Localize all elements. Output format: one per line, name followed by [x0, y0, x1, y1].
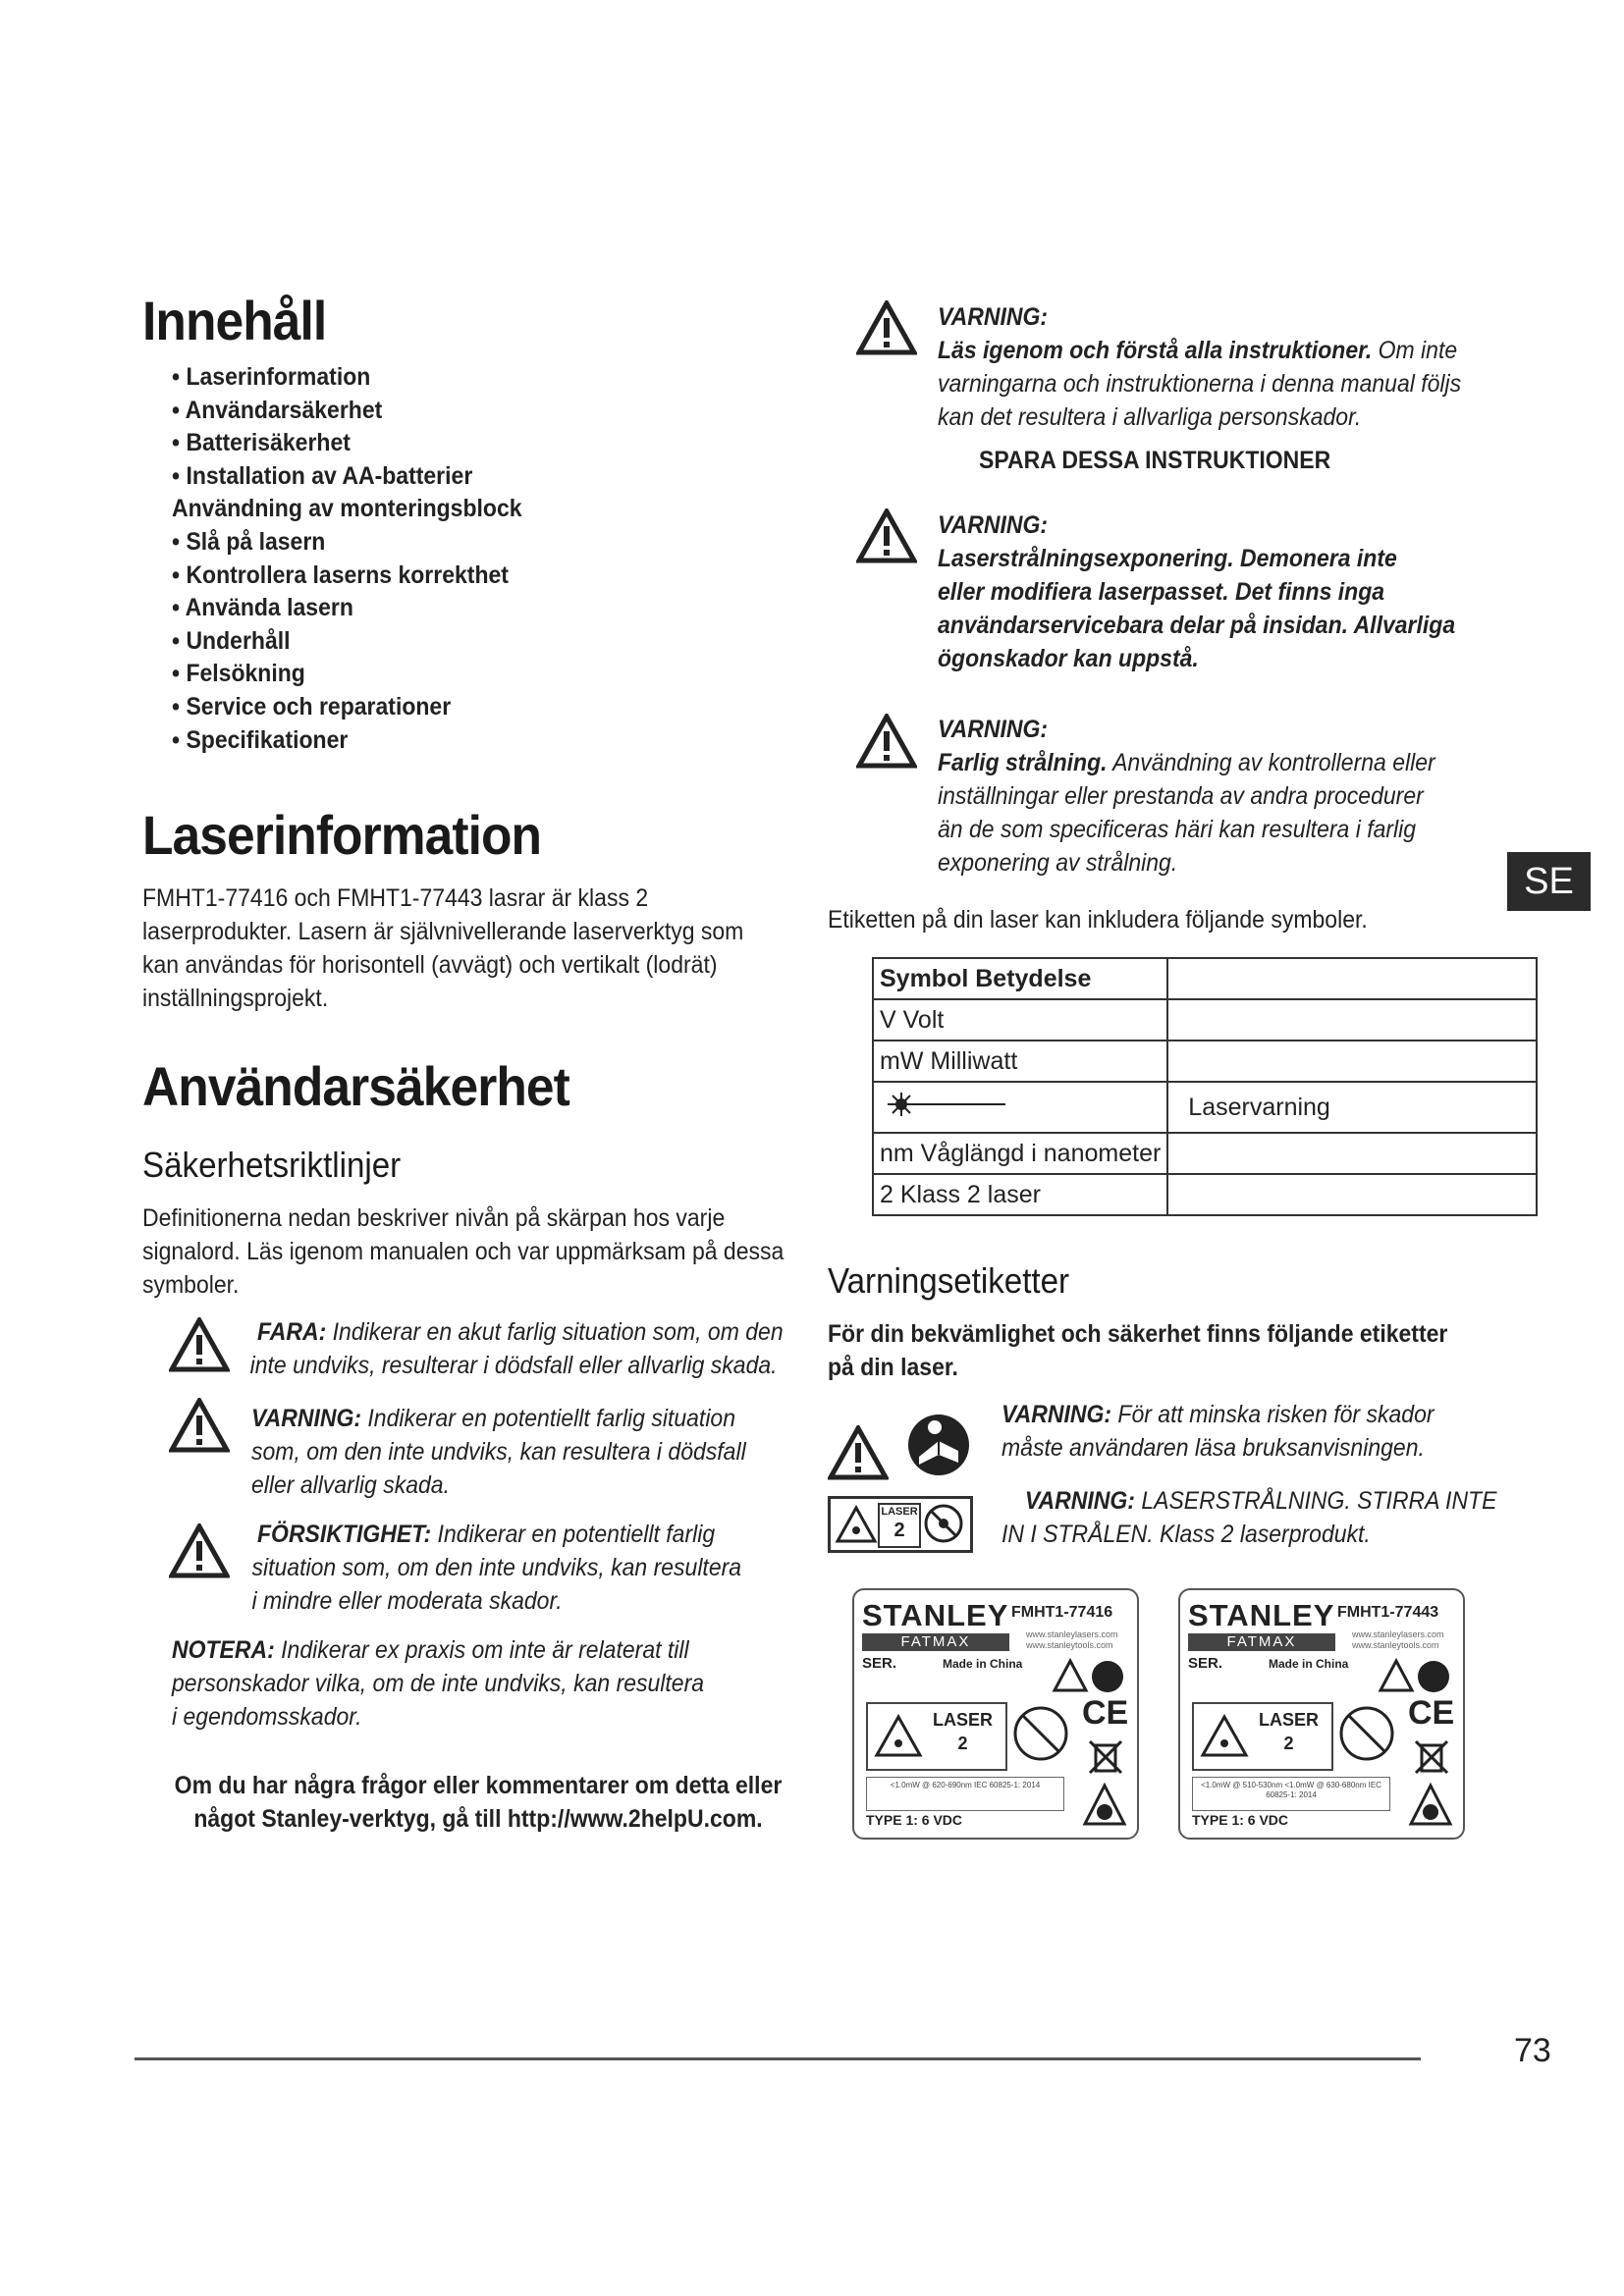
table-row: nm Våglängd i nanometer — [873, 1133, 1537, 1174]
footer-divider — [135, 2057, 1421, 2060]
warning-hazardous-radiation: VARNING: Farlig strålning. Användning av kontrollerna eller inställningar eller prestanda av andra procedurer än de som specificeras häri kan resultera i farlig exponering av strålning. — [938, 716, 1435, 877]
warning-laser-exposure: VARNING: Laserstrålningsexponering. Demonera inte eller modifiera laserpasset. Det finns inga användarservicebara delar på insidan. Allvarliga ögonskador kan uppstå. — [938, 511, 1456, 672]
warning-labels-title: Varningsetiketter — [828, 1260, 1070, 1301]
warning-read-manual-icon — [1377, 1657, 1453, 1696]
forsiktighet-definition: FÖRSIKTIGHET: Indikerar en potentiellt farlig situation som, om den inte undviks, kan resultera i mindre eller moderata skador. — [251, 1521, 742, 1615]
list-item: • Användarsäkerhet — [172, 396, 383, 424]
usersafety-title: Användarsäkerhet — [142, 1055, 569, 1117]
list-item: • Kontrollera laserns korrekthet — [172, 561, 509, 589]
list-item: • Slå på lasern — [172, 527, 326, 556]
laser-triangle-icon — [1200, 1714, 1249, 1759]
warning-read-manual-icon — [1408, 1783, 1453, 1828]
contents-list — [172, 361, 761, 757]
weee-bin-icon — [1412, 1737, 1451, 1777]
no-stare-icon — [1337, 1704, 1396, 1763]
fara-definition: FARA: Indikerar en akut farlig situation som, om den inte undviks, resulterar i dödsfall eller allvarlig skada. — [249, 1318, 784, 1379]
list-item: Användning av monteringsblock — [172, 495, 522, 523]
laser-triangle-icon — [835, 1505, 878, 1544]
list-item: • Använda lasern — [172, 594, 353, 622]
save-instructions: SPARA DESSA INSTRUKTIONER — [979, 447, 1331, 474]
varning-definition: VARNING: Indikerar en potentiellt farlig situation som, om den inte undviks, kan resultera i dödsfall eller allvarlig skada. — [251, 1405, 746, 1499]
warning-triangle-icon — [169, 1523, 230, 1578]
laser-triangle-icon — [874, 1714, 923, 1759]
warning-triangle-icon — [856, 300, 917, 355]
help-contact: Om du har några frågor eller kommentarer om detta eller något Stanley-verktyg, gå till http://www.2helpU.com. — [174, 1772, 783, 1833]
warning-read-manual-icon — [1051, 1657, 1127, 1696]
list-item: • Batterisäkerhet — [172, 429, 351, 457]
table-row: mW Milliwatt — [873, 1041, 1537, 1082]
list-item: • Underhåll — [172, 626, 291, 655]
safety-intro: Definitionerna nedan beskriver nivån på skärpan hos varje signalord. Läs igenom manualen och var uppmärksam på dessa symboler. — [142, 1204, 785, 1299]
safety-guidelines-title: Säkerhetsriktlinjer — [142, 1145, 402, 1185]
laser-class-badge: LASER 2 — [828, 1496, 973, 1553]
page-number: 73 — [1514, 2032, 1551, 2069]
table-row: Laservarning — [873, 1082, 1537, 1133]
weee-bin-icon — [1086, 1737, 1125, 1777]
warning-read-manual-icon — [1082, 1783, 1127, 1828]
list-item: • Specifikationer — [172, 725, 349, 754]
warning-read-instructions: VARNING: Läs igenom och förstå alla instruktioner. Om inte varningarna och instruktionerna i denna manual följs kan det resultera i allvarliga personskador. — [938, 303, 1462, 431]
language-tab: SE — [1507, 852, 1591, 911]
table-row: V Volt — [873, 999, 1537, 1041]
list-item: • Installation av AA-batterier — [172, 461, 473, 490]
no-stare-icon — [1011, 1704, 1070, 1763]
read-manual-icon — [905, 1412, 972, 1478]
no-stare-icon — [923, 1503, 964, 1544]
symbol-header: Symbol Betydelse — [873, 958, 1167, 999]
symbol-table — [872, 957, 1538, 1216]
ce-mark: CE — [1408, 1694, 1455, 1732]
ce-mark: CE — [1082, 1694, 1129, 1732]
list-item: • Felsökning — [172, 660, 305, 688]
list-item: • Laserinformation — [172, 363, 371, 391]
label-read-manual-text: VARNING: För att minska risken för skador måste användaren läsa bruksanvisningen. — [1001, 1401, 1435, 1462]
warning-triangle-icon — [169, 1317, 230, 1372]
warning-triangle-icon — [828, 1425, 889, 1480]
label-laser-radiation-text: VARNING: LASERSTRÅLNING. STIRRA INTE IN I STRÅLEN. Klass 2 laserprodukt. — [1001, 1487, 1497, 1548]
warning-triangle-icon — [856, 508, 917, 563]
warning-triangle-icon — [856, 714, 917, 769]
contents-title: Innehåll — [142, 290, 327, 351]
warning-labels-intro: För din bekvämlighet och säkerhet finns följande etiketter på din laser. — [828, 1320, 1448, 1381]
laserinfo-text: FMHT1-77416 och FMHT1-77443 lasrar är klass 2 laserprodukter. Lasern är självnivellerande laserverktyg som kan användas för horisontell (avvägt) och vertikalt (lodrät) inställningsprojekt. — [142, 884, 744, 1012]
table-row — [873, 958, 1537, 999]
table-row: 2 Klass 2 laser — [873, 1174, 1537, 1215]
laser-beam-icon — [880, 1090, 1007, 1119]
warning-triangle-icon — [169, 1398, 230, 1453]
product-label-fmht1-77443: STANLEY FMHT1-77443 FATMAX www.stanleylasers.com www.stanleytools.com SER. Made in China LASER 2 CE <1.0mW @ 510-530nm <1.0mW @ 630-680nm IEC 60825-1: 2014 TYPE 1: 6 VDC — [1178, 1588, 1465, 1840]
notera-definition: NOTERA: Indikerar ex praxis om inte är relaterat till personskador vilka, om de inte undviks, kan resultera i egendomsskador. — [172, 1636, 705, 1731]
symbols-intro: Etiketten på din laser kan inkludera följande symboler. — [828, 906, 1368, 934]
laserinfo-title: Laserinformation — [142, 804, 542, 866]
product-label-fmht1-77416: STANLEY FMHT1-77416 FATMAX www.stanleylasers.com www.stanleytools.com SER. Made in China LASER 2 CE <1.0mW @ 620-690nm IEC 60825-1: 2014 TYPE 1: 6 VDC — [852, 1588, 1139, 1840]
list-item: • Service och reparationer — [172, 692, 452, 721]
